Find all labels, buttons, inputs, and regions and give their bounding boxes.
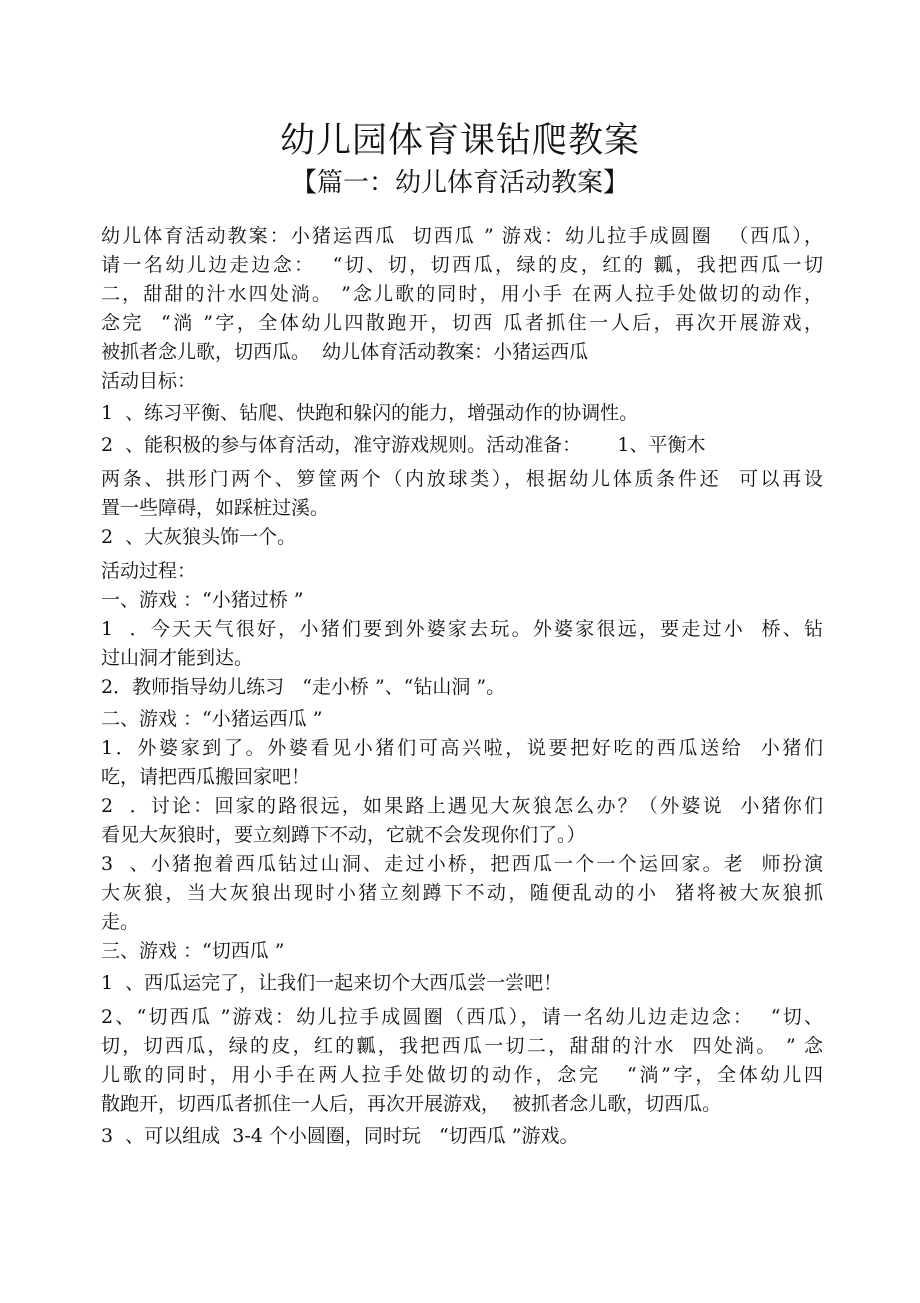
text-line: 2 、能积极的参与体育活动，准守游戏规则。活动准备： 1、平衡木 [101,434,706,456]
text-line: 切，切西瓜，绿的皮，红的瓤，我把西瓜一切二，甜甜的汁水 四处淌。 ” 念 [101,1035,823,1057]
text-line: 1．外婆家到了。外婆看见小猪们可高兴啦，说要把好吃的西瓜送给 小猪们 [101,737,823,759]
text-line: 两条、拱形门两个、箩筐两个（内放球类），根据幼儿体质条件还 可以再设 [101,468,823,490]
text-line: 吃，请把西瓜搬回家吧！ [101,766,311,788]
text-line: 一、游戏 ：“小猪过桥 ” [101,589,304,611]
text-line: 3 、小猪抱着西瓜钻过山洞、走过小桥，把西瓜一个一个运回家。老 师扮演 [101,853,823,875]
text-line: 2 、大灰狼头饰一个。 [101,526,297,548]
text-line: 大灰狼，当大灰狼出现时小猪立刻蹲下不动，随便乱动的小 猪将被大灰狼抓 [101,882,823,904]
text-line: 活动过程： [101,560,197,582]
page-title: 幼儿园体育课钻爬教案 [279,121,640,161]
text-line: 2．教师指导幼儿练习 “走小桥 ”、“钻山洞 ”。 [101,676,506,698]
text-line: 被抓者念儿歌，切西瓜。 幼儿体育活动教案：小猪运西瓜 [101,341,589,363]
body-text [101,222,823,1151]
text-line: 三、游戏 ：“切西瓜 ” [101,940,285,962]
text-line: 1 、西瓜运完了，让我们一起来切个大西瓜尝一尝吧！ [101,972,563,994]
text-line: 请一名幼儿边走边念： “切、切，切西瓜，绿的皮，红的 瓤，我把西瓜一切 [101,254,823,276]
text-line: 二，甜甜的汁水四处淌。 ”念儿歌的同时，用小手 在两人拉手处做切的动作， [101,283,823,305]
text-line: 走。 [101,911,140,933]
text-line: 置一些障碍，如踩桩过溪。 [101,497,330,519]
text-line: 散跑开，切西瓜者抓住一人后，再次开展游戏， 被抓者念儿歌，切西瓜。 [101,1093,722,1115]
text-line: 活动目标： [101,370,197,392]
text-line: 看见大灰狼时，要立刻蹲下不动，它就不会发现你们了。） [101,824,586,846]
text-line: 二、游戏 ：“小猪运西瓜 ” [101,708,323,730]
text-line: 1 ．今天天气很好，小猪们要到外婆家去玩。外婆家很远，要走过小 桥、钻 [101,618,823,640]
text-line: 儿歌的同时，用小手在两人拉手处做切的动作，念完 “淌”字，全体幼儿四 [101,1064,823,1086]
text-line: 幼儿体育活动教案：小猪运西瓜 切西瓜 ” 游戏：幼儿拉手成圆圈 （西瓜）， [101,225,823,247]
text-line: 念完 “淌 ”字，全体幼儿四散跑开，切西 瓜者抓住一人后，再次开展游戏， [101,312,823,334]
text-line: 2 ．讨论：回家的路很远，如果路上遇见大灰狼怎么办？（外婆说 小猪你们 [101,795,823,817]
text-line: 2、“切西瓜 ”游戏：幼儿拉手成圆圈（西瓜），请一名幼儿边走边念： “切、 [101,1006,823,1028]
page-subtitle: 【篇一：幼儿体育活动教案】 [290,168,629,198]
text-line: 1 、练习平衡、钻爬、快跑和躲闪的能力，增强动作的协调性。 [101,402,639,424]
text-line: 过山洞才能到达。 [101,647,254,669]
text-line: 3 、可以组成 3-4 个小圆圈，同时玩 “切西瓜 ”游戏。 [101,1125,579,1147]
